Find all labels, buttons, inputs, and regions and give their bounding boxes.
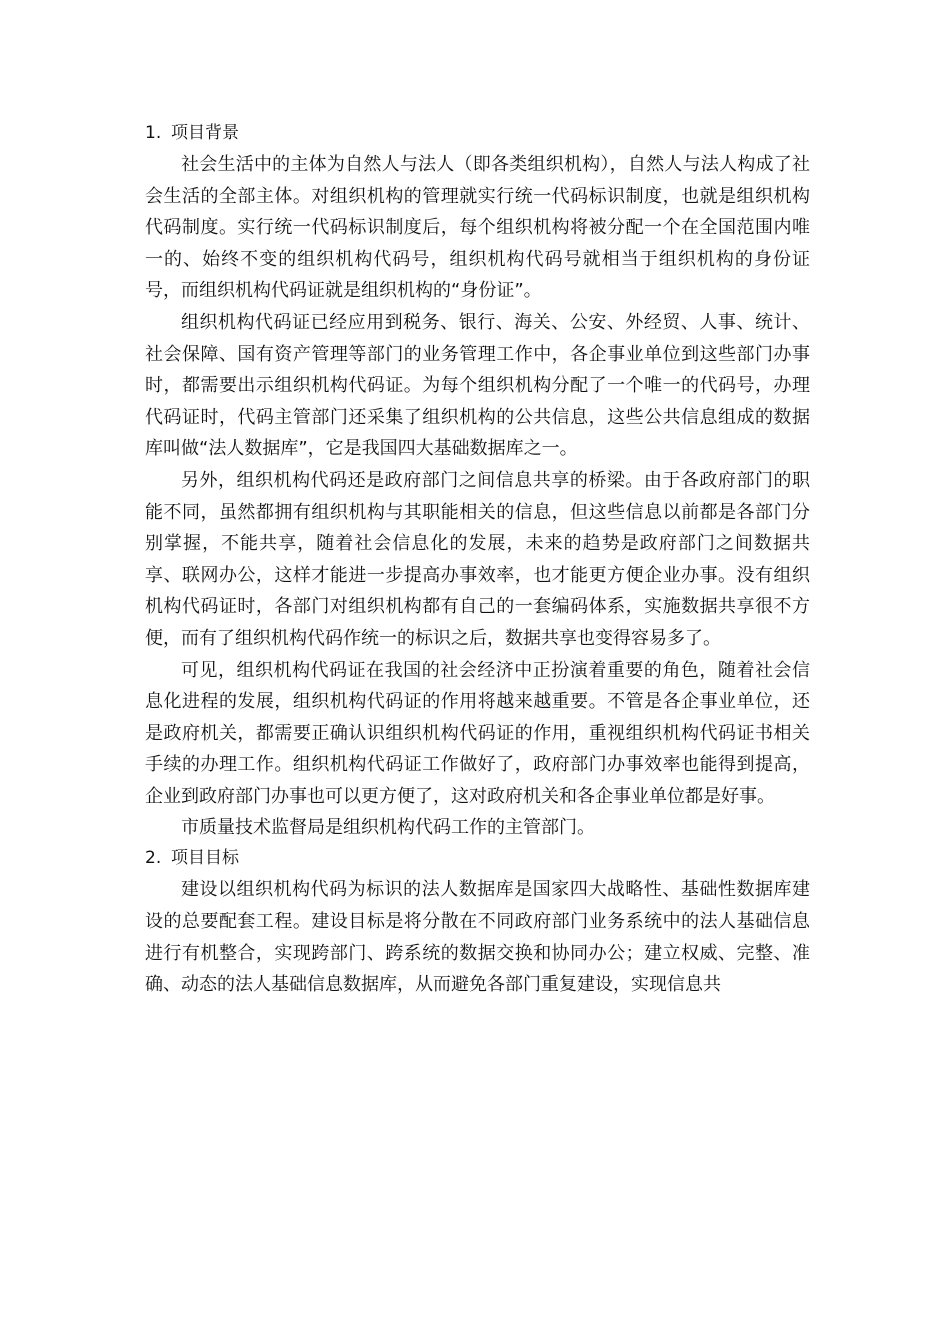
paragraph-background-5: 市质量技术监督局是组织机构代码工作的主管部门。 xyxy=(181,817,595,839)
section-title: 项目背景 xyxy=(171,123,239,143)
section-heading-background xyxy=(145,118,810,149)
paragraph-goals-1: 建设以组织机构代码为标识的法人数据库是国家四大战略性、基础性数据库建设的总要配套工程。建设目标是将分散在不同政府部门业务系统中的法人基础信息进行有机整合，实现跨部门、跨系统的数据交换和协同办公；建立权威、完整、准确、动态的法人基础信息数据库，从而避免各部门重复建设，实现信息共 xyxy=(145,879,810,996)
paragraph-background-4: 可见，组织机构代码证在我国的社会经济中正扮演着重要的角色，随着社会信息化进程的发展，组织机构代码证的作用将越来越重要。不管是各企事业单位，还是政府机关，都需要正确认识组织机构代码证的作用，重视组织机构代码证书相关手续的办理工作。组织机构代码证工作做好了，政府部门办事效率也能得到提高，企业到政府部门办事也可以更方便了，这对政府机关和各企事业单位都是好事。 xyxy=(145,659,810,807)
section-number: 1. xyxy=(145,123,162,143)
paragraph-background-1: 社会生活中的主体为自然人与法人（即各类组织机构），自然人与法人构成了社会生活的全部主体。对组织机构的管理就实行统一代码标识制度，也就是组织机构代码制度。实行统一代码标识制度后，每个组织机构将被分配一个在全国范围内唯一的、始终不变的组织机构代码号，组织机构代码号就相当于组织机构的身份证号，而组织机构代码证就是组织机构的“身份证”。 xyxy=(145,154,810,302)
document-body xyxy=(145,118,810,1001)
section-number: 2. xyxy=(145,848,162,869)
paragraph-background-2: 组织机构代码证已经应用到税务、银行、海关、公安、外经贸、人事、统计、社会保障、国有资产管理等部门的业务管理工作中，各企事业单位到这些部门办事时，都需要出示组织机构代码证。为每个组织机构分配了一个唯一的代码号，办理代码证时，代码主管部门还采集了组织机构的公共信息，这些公共信息组成的数据库叫做“法人数据库”，它是我国四大基础数据库之一。 xyxy=(145,311,810,460)
section-heading-goals xyxy=(145,843,810,874)
section-title: 项目目标 xyxy=(171,848,239,869)
paragraph-background-3: 另外，组织机构代码还是政府部门之间信息共享的桥梁。由于各政府部门的职能不同，虽然都拥有组织机构与其职能相关的信息，但这些信息以前都是各部门分别掌握，不能共享，随着社会信息化的发展，未来的趋势是政府部门之间数据共享、联网办公，这样才能进一步提高办事效率，也才能更方便企业办事。没有组织机构代码证时，各部门对组织机构都有自己的一套编码体系，实施数据共享很不方便，而有了组织机构代码作统一的标识之后，数据共享也变得容易多了。 xyxy=(145,469,810,649)
